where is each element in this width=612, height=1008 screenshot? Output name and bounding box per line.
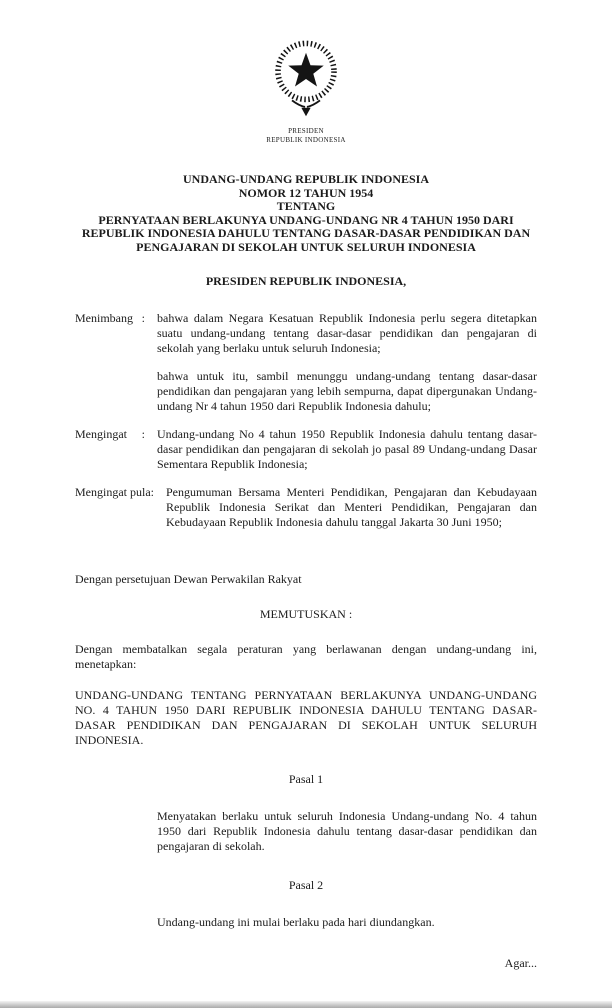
clause-mengingat <box>75 427 537 472</box>
clause-colon: : <box>141 427 145 441</box>
emblem-caption-republik-indonesia: REPUBLIK INDONESIA <box>266 136 346 144</box>
revocation-line: Dengan membatalkan segala peraturan yang berlawanan dengan undang-undang ini, menetapkan: <box>75 642 537 671</box>
pasal-2-body: Undang-undang ini mulai berlaku pada hari diundangkan. <box>157 915 435 929</box>
star-glyph <box>288 53 323 87</box>
clause-label: Mengingat pula <box>75 485 151 499</box>
wreath-ribbon-left <box>292 100 305 107</box>
agreement-line: Dengan persetujuan Dewan Perwakilan Rakyat <box>75 572 302 586</box>
page-bottom-scan-edge <box>0 1001 612 1008</box>
clause-paragraph: bahwa untuk itu, sambil menunggu undang-undang tentang dasar-dasar pendidikan dan pengajaran yang lebih sempurna, dapat dipergunakan Undang-undang Nr 4 tahun 1950 dari Republik Indonesia dahulu; <box>157 369 537 413</box>
clause-paragraph: bahwa dalam Negara Kesatuan Republik Indonesia perlu segera ditetapkan suatu undang-undang tentang dasar-dasar pendidikan dan pengajaran di sekolah yang berlaku untuk seluruh Indonesia; <box>157 311 537 355</box>
clause-paragraph: Pengumuman Bersama Menteri Pendidikan, Pengajaran dan Kebudayaan Republik Indonesia Serikat dan Menteri Pendidikan, Pengajaran dan Kebudayaan Republik Indonesia dahulu tanggal Jakarta 30 Juni 1950; <box>166 485 537 529</box>
enactment-title: UNDANG-UNDANG TENTANG PERNYATAAN BERLAKUNYA UNDANG-UNDANG NO. 4 TAHUN 1950 DARI REPUBLIK INDONESIA DAHULU TENTANG DASAR-DASAR PENDIDIKAN DAN PENGAJARAN DI SEKOLAH UNTUK SELURUH INDONESIA. <box>75 688 537 747</box>
wreath-tail <box>301 108 310 116</box>
clause-head <box>75 311 145 414</box>
clause-head <box>75 427 145 472</box>
letterhead <box>75 34 537 145</box>
clause-head <box>75 485 154 530</box>
preamble-clauses <box>75 311 537 530</box>
pasal-1-heading: Pasal 1 <box>288 772 324 786</box>
clause-label: Mengingat <box>75 427 127 441</box>
issuer-heading: PRESIDEN REPUBLIK INDONESIA, <box>205 274 407 288</box>
clause-body <box>145 311 537 414</box>
title-line-3: TENTANG <box>276 199 336 213</box>
pasal-2-heading: Pasal 2 <box>288 878 324 892</box>
emblem-caption <box>75 127 537 145</box>
star-wreath-emblem-icon <box>264 34 348 120</box>
clause-label: Menimbang <box>75 311 133 325</box>
clause-colon: : <box>141 311 145 325</box>
title-subject: PERNYATAAN BERLAKUNYA UNDANG-UNDANG NR 4 TAHUN 1950 DARI REPUBLIK INDONESIA DAHULU TENTANG DASAR-DASAR PENDIDIKAN DAN PENGAJARAN DI SEKOLAH UNTUK SELURUH INDONESIA <box>81 212 531 254</box>
clause-colon: : <box>150 485 154 499</box>
memutuskan-heading: MEMUTUSKAN : <box>259 607 353 621</box>
clause-paragraph: Undang-undang No 4 tahun 1950 Republik Indonesia dahulu tentang dasar-dasar pendidikan dan pengajaran di sekolah jo pasal 89 Undang-undang Dasar Sementara Republik Indonesia; <box>157 427 537 471</box>
pasal-1-body: Menyatakan berlaku untuk seluruh Indonesia Undang-undang No. 4 tahun 1950 dari Republik Indonesia dahulu tentang dasar-dasar pendidikan dan pengajaran di sekolah. <box>157 809 537 853</box>
clause-menimbang <box>75 311 537 414</box>
title-line-1: UNDANG-UNDANG REPUBLIK INDONESIA <box>182 172 430 186</box>
catchword-agar: Agar... <box>504 956 537 970</box>
clause-mengingat-pula <box>75 485 537 530</box>
clause-body <box>145 427 537 472</box>
document-title-block <box>75 173 537 254</box>
title-line-2: NOMOR 12 TAHUN 1954 <box>238 185 374 200</box>
emblem-caption-presiden: PRESIDEN <box>288 127 324 135</box>
clause-body <box>154 485 537 530</box>
